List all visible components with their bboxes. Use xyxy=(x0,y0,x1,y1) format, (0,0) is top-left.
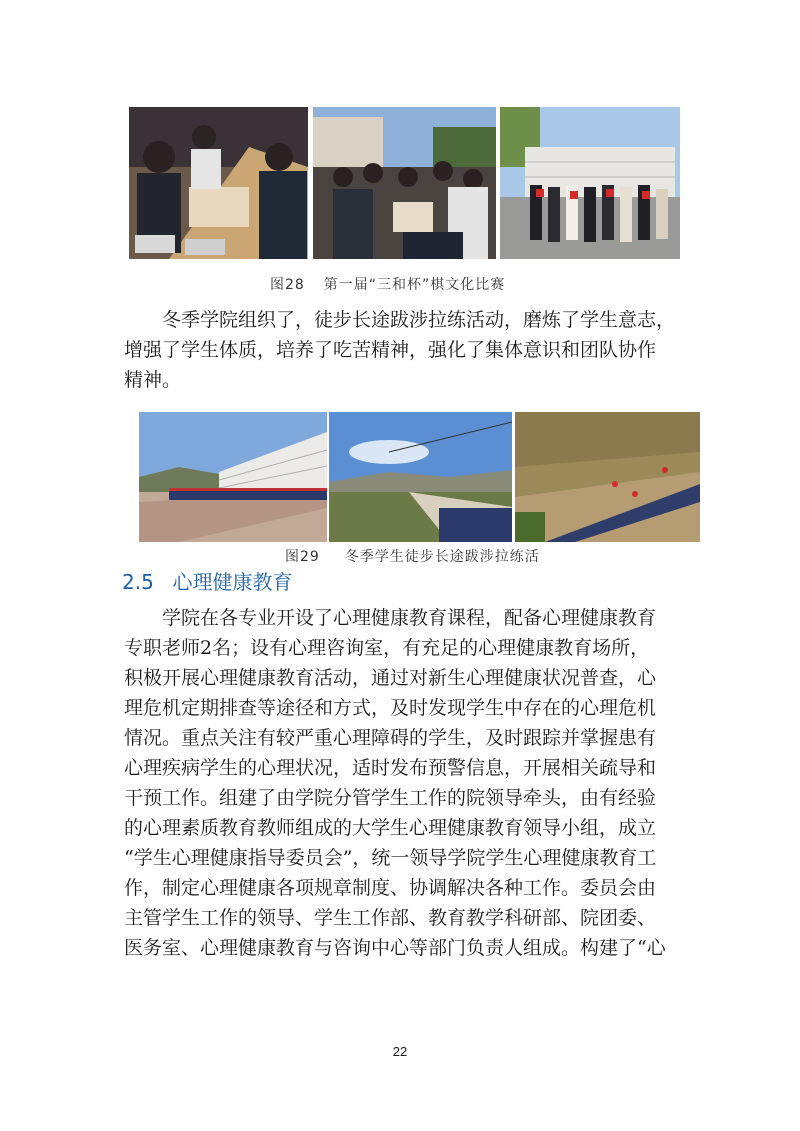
paragraph-line: 主管学生工作的领导、学生工作部、教育教学科研部、院团委、 xyxy=(124,907,657,929)
paragraph-line: 增强了学生体质，培养了吃苦精神，强化了集体意识和团队协作 xyxy=(124,339,657,361)
chess-players-photo xyxy=(129,107,308,259)
section-heading xyxy=(122,566,293,595)
paragraph-mental-health xyxy=(124,603,684,963)
chess-crowd-photo xyxy=(313,107,496,259)
paragraph-line: 干预工作。组建了由学院分管学生工作的院领导牵头，由有经验 xyxy=(124,787,657,809)
figure-29-number: 图29 xyxy=(285,549,320,565)
paragraph-line: 的心理素质教育教师组成的大学生心理健康教育领导小组，成立 xyxy=(124,817,657,839)
paragraph-line: 心理疾病学生的心理状况，适时发布预警信息，开展相关疏导和 xyxy=(124,757,657,779)
paragraph-line: 情况。重点关注有较严重心理障碍的学生，及时跟踪并掌握患有 xyxy=(124,727,657,749)
paragraph-line: “学生心理健康指导委员会”，统一领导学院学生心理健康教育工 xyxy=(124,847,657,869)
section-number: 2.5 xyxy=(122,570,154,594)
students-with-certificates-photo xyxy=(500,107,680,259)
paragraph-line: 专职老师2名；设有心理咨询室，有充足的心理健康教育场所， xyxy=(124,637,650,659)
paragraph-line: 学院在各专业开设了心理健康教育课程，配备心理健康教育 xyxy=(162,607,657,629)
paragraph-line: 作，制定心理健康各项规章制度、协调解决各种工作。委员会由 xyxy=(124,877,657,899)
figure-28-title: 第一届“三和杯”棋文化比赛 xyxy=(323,277,506,293)
paragraph-winter-march xyxy=(124,305,684,395)
march-campus-photo xyxy=(139,412,327,542)
figure-28-caption xyxy=(270,274,505,294)
page-number: 22 xyxy=(392,1044,408,1059)
figure-28-number: 图28 xyxy=(270,277,305,293)
march-valley-road-photo xyxy=(329,412,512,542)
paragraph-line: 医务室、心理健康教育与咨询中心等部门负责人组成。构建了“心 xyxy=(124,937,666,959)
paragraph-line: 精神。 xyxy=(124,369,182,391)
paragraph-line: 冬季学院组织了，徒步长途跋涉拉练活动，磨炼了学生意志， xyxy=(162,309,676,331)
section-title: 心理健康教育 xyxy=(172,570,293,594)
figure-29-caption xyxy=(285,546,540,566)
figure-29-title: 冬季学生徒步长途跋涉拉练活 xyxy=(344,549,540,565)
paragraph-line: 积极开展心理健康教育活动，通过对新生心理健康状况普查，心 xyxy=(124,667,657,689)
march-hillside-photo xyxy=(515,412,700,542)
paragraph-line: 理危机定期排查等途径和方式，及时发现学生中存在的心理危机 xyxy=(124,697,657,719)
